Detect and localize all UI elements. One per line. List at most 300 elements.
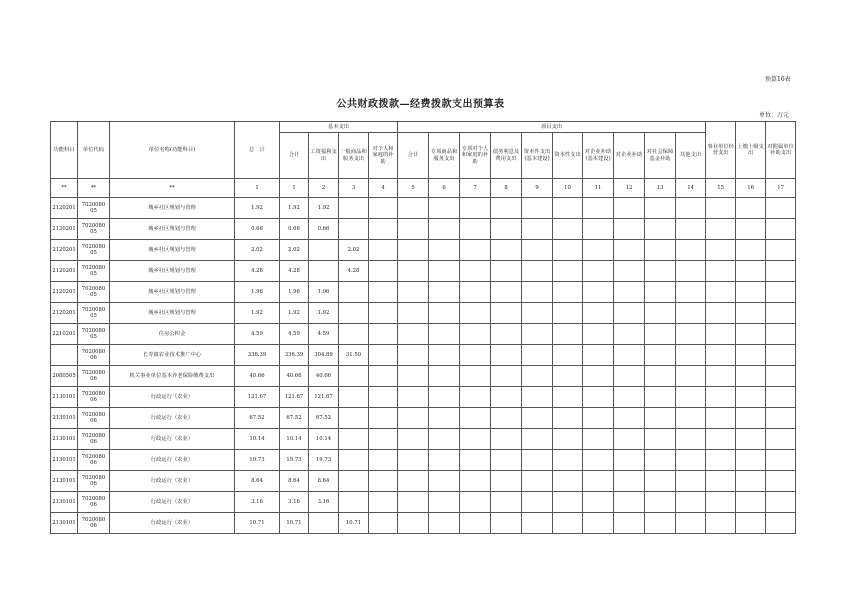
header-basic-col: 工资福利支出 [309, 133, 339, 179]
empty-cell [676, 219, 706, 240]
unit-code-cell: 7020080 06 [78, 366, 110, 387]
empty-cell [429, 471, 460, 492]
empty-cell [736, 408, 766, 429]
empty-cell [398, 471, 429, 492]
empty-cell [676, 492, 706, 513]
func-code-cell: 2130101 [51, 471, 78, 492]
empty-cell [676, 303, 706, 324]
empty-cell [583, 261, 614, 282]
empty-cell [766, 261, 796, 282]
empty-cell [398, 219, 429, 240]
total-cell: 4.59 [235, 324, 280, 345]
empty-cell [460, 366, 491, 387]
wage-cell: 8.64 [309, 471, 339, 492]
empty-cell [553, 513, 583, 534]
empty-cell [614, 408, 645, 429]
family-cell [369, 261, 398, 282]
empty-cell [429, 429, 460, 450]
unit-name-cell: 城乡社区规划与管理 [110, 261, 235, 282]
unit-name-cell: 行政运行（农业） [110, 471, 235, 492]
unit-name-cell: 城乡社区规划与管理 [110, 219, 235, 240]
empty-cell [645, 492, 676, 513]
index-cell: 9 [522, 179, 553, 198]
func-code-cell [51, 345, 78, 366]
empty-cell [553, 303, 583, 324]
table-body [51, 198, 796, 534]
empty-cell [491, 198, 522, 219]
empty-cell [614, 387, 645, 408]
empty-cell [766, 240, 796, 261]
empty-cell [491, 513, 522, 534]
empty-cell [429, 282, 460, 303]
empty-cell [553, 408, 583, 429]
empty-cell [706, 303, 736, 324]
goods-cell: 31.50 [339, 345, 369, 366]
index-cell: 7 [460, 179, 491, 198]
basic-sum-cell: 1.96 [280, 282, 309, 303]
wage-cell: 121.67 [309, 387, 339, 408]
header-total: 总 计 [235, 122, 280, 179]
empty-cell [676, 198, 706, 219]
basic-sum-cell: 1.92 [280, 303, 309, 324]
unit-code-cell: 7020080 06 [78, 450, 110, 471]
empty-cell [398, 324, 429, 345]
empty-cell [522, 240, 553, 261]
empty-cell [429, 387, 460, 408]
header-basic-col: 对个人和家庭的补助 [369, 133, 398, 179]
empty-cell [429, 408, 460, 429]
header-upper: 上缴上级支出 [736, 122, 766, 179]
family-cell [369, 240, 398, 261]
basic-sum-cell: 40.66 [280, 366, 309, 387]
empty-cell [645, 366, 676, 387]
total-cell: 10.71 [235, 513, 280, 534]
unit-name-cell: 行政运行（农业） [110, 450, 235, 471]
empty-cell [614, 324, 645, 345]
unit-code-cell: 7020080 05 [78, 240, 110, 261]
empty-cell [706, 513, 736, 534]
header-project-col: 专项对个人和家庭的补助 [460, 133, 491, 179]
empty-cell [398, 240, 429, 261]
header-project-col: 合计 [398, 133, 429, 179]
empty-cell [583, 450, 614, 471]
empty-cell [645, 261, 676, 282]
family-cell [369, 345, 398, 366]
form-number: 预算16表 [765, 76, 791, 83]
basic-sum-cell: 10.71 [280, 513, 309, 534]
empty-cell [460, 219, 491, 240]
empty-cell [522, 492, 553, 513]
empty-cell [676, 429, 706, 450]
empty-cell [676, 366, 706, 387]
empty-cell [398, 366, 429, 387]
goods-cell [339, 198, 369, 219]
empty-cell [460, 303, 491, 324]
total-cell: 1.92 [235, 198, 280, 219]
unit-name-cell: 城乡社区规划与管理 [110, 198, 235, 219]
total-cell: 67.52 [235, 408, 280, 429]
header-unit-code: 单位代码 [78, 122, 110, 179]
total-cell: 8.64 [235, 471, 280, 492]
empty-cell [522, 219, 553, 240]
wage-cell: 1.92 [309, 198, 339, 219]
header-project-col: 资本性支出 [553, 133, 583, 179]
header-biz-unit: 事业单位经营支出 [706, 122, 736, 179]
table-row [51, 345, 796, 366]
header-project-col: 对企业补助 [614, 133, 645, 179]
unit-name-cell: 城乡社区规划与管理 [110, 303, 235, 324]
empty-cell [614, 429, 645, 450]
empty-cell [706, 345, 736, 366]
table-row [51, 450, 796, 471]
empty-cell [706, 492, 736, 513]
empty-cell [736, 429, 766, 450]
empty-cell [553, 429, 583, 450]
table-row [51, 324, 796, 345]
basic-sum-cell: 336.39 [280, 345, 309, 366]
empty-cell [583, 282, 614, 303]
empty-cell [553, 387, 583, 408]
index-cell: 1 [235, 179, 280, 198]
empty-cell [491, 345, 522, 366]
empty-cell [398, 282, 429, 303]
index-cell: 11 [583, 179, 614, 198]
header-basic: 基本支出 [280, 122, 398, 133]
empty-cell [522, 261, 553, 282]
empty-cell [429, 513, 460, 534]
empty-cell [491, 408, 522, 429]
empty-cell [553, 471, 583, 492]
wage-cell: 0.66 [309, 219, 339, 240]
func-code-cell: 2080505 [51, 366, 78, 387]
empty-cell [583, 513, 614, 534]
total-cell: 121.67 [235, 387, 280, 408]
table-row [51, 240, 796, 261]
empty-cell [736, 345, 766, 366]
empty-cell [522, 429, 553, 450]
empty-cell [522, 345, 553, 366]
empty-cell [553, 492, 583, 513]
empty-cell [614, 282, 645, 303]
table-row [51, 429, 796, 450]
empty-cell [766, 345, 796, 366]
unit-code-cell: 7020080 05 [78, 219, 110, 240]
empty-cell [614, 303, 645, 324]
empty-cell [676, 387, 706, 408]
empty-cell [614, 240, 645, 261]
empty-cell [553, 366, 583, 387]
goods-cell [339, 408, 369, 429]
empty-cell [429, 492, 460, 513]
goods-cell [339, 387, 369, 408]
empty-cell [676, 471, 706, 492]
empty-cell [706, 387, 736, 408]
empty-cell [736, 261, 766, 282]
empty-cell [460, 387, 491, 408]
family-cell [369, 387, 398, 408]
empty-cell [736, 366, 766, 387]
empty-cell [736, 492, 766, 513]
empty-cell [491, 219, 522, 240]
basic-sum-cell: 0.66 [280, 219, 309, 240]
unit-code-cell: 7020080 05 [78, 282, 110, 303]
empty-cell [706, 429, 736, 450]
empty-cell [706, 324, 736, 345]
empty-cell [614, 261, 645, 282]
header-project-col: 资本性支出(基本建设) [522, 133, 553, 179]
empty-cell [645, 303, 676, 324]
empty-cell [645, 324, 676, 345]
table-row [51, 408, 796, 429]
unit-code-cell: 7020080 06 [78, 471, 110, 492]
func-code-cell: 2120201 [51, 198, 78, 219]
empty-cell [398, 492, 429, 513]
table-row [51, 219, 796, 240]
wage-cell: 4.59 [309, 324, 339, 345]
func-code-cell: 2130101 [51, 387, 78, 408]
empty-cell [460, 471, 491, 492]
empty-cell [766, 408, 796, 429]
empty-cell [553, 261, 583, 282]
index-cell: ** [78, 179, 110, 198]
empty-cell [676, 282, 706, 303]
goods-cell: 10.71 [339, 513, 369, 534]
empty-cell [491, 429, 522, 450]
empty-cell [766, 366, 796, 387]
empty-cell [736, 450, 766, 471]
goods-cell: 4.28 [339, 261, 369, 282]
empty-cell [429, 261, 460, 282]
index-cell: 5 [398, 179, 429, 198]
empty-cell [553, 345, 583, 366]
wage-cell: 304.89 [309, 345, 339, 366]
empty-cell [706, 408, 736, 429]
empty-cell [736, 387, 766, 408]
goods-cell [339, 492, 369, 513]
unit-name-cell: 行政运行（农业） [110, 429, 235, 450]
empty-cell [553, 282, 583, 303]
unit-code-cell: 7020080 06 [78, 492, 110, 513]
empty-cell [429, 450, 460, 471]
empty-cell [645, 387, 676, 408]
unit-name-cell: 行政运行（农业） [110, 492, 235, 513]
index-cell: 16 [736, 179, 766, 198]
index-cell: ** [110, 179, 235, 198]
empty-cell [429, 324, 460, 345]
empty-cell [583, 471, 614, 492]
empty-cell [460, 324, 491, 345]
unit-name-cell: 长寿镇农业技术推广中心 [110, 345, 235, 366]
empty-cell [614, 198, 645, 219]
empty-cell [583, 429, 614, 450]
family-cell [369, 219, 398, 240]
empty-cell [736, 219, 766, 240]
empty-cell [491, 366, 522, 387]
empty-cell [645, 219, 676, 240]
basic-sum-cell: 19.73 [280, 450, 309, 471]
family-cell [369, 303, 398, 324]
empty-cell [491, 387, 522, 408]
empty-cell [522, 282, 553, 303]
table-row [51, 303, 796, 324]
empty-cell [766, 387, 796, 408]
empty-cell [460, 198, 491, 219]
wage-cell: 10.14 [309, 429, 339, 450]
header-project-col: 其他支出 [676, 133, 706, 179]
empty-cell [460, 429, 491, 450]
family-cell [369, 429, 398, 450]
empty-cell [398, 261, 429, 282]
empty-cell [736, 513, 766, 534]
basic-sum-cell: 10.14 [280, 429, 309, 450]
family-cell [369, 408, 398, 429]
empty-cell [460, 513, 491, 534]
empty-cell [706, 219, 736, 240]
wage-cell: 40.66 [309, 366, 339, 387]
empty-cell [645, 513, 676, 534]
empty-cell [676, 513, 706, 534]
empty-cell [645, 408, 676, 429]
goods-cell [339, 429, 369, 450]
empty-cell [522, 471, 553, 492]
wage-cell [309, 261, 339, 282]
empty-cell [398, 513, 429, 534]
empty-cell [429, 366, 460, 387]
empty-cell [583, 492, 614, 513]
goods-cell [339, 450, 369, 471]
empty-cell [491, 324, 522, 345]
unit-code-cell: 7020080 05 [78, 324, 110, 345]
empty-cell [429, 219, 460, 240]
family-cell [369, 198, 398, 219]
empty-cell [706, 366, 736, 387]
header-project-col: 对社会保障基金补助 [645, 133, 676, 179]
header-unit-name: 单位名称(功能科目) [110, 122, 235, 179]
empty-cell [522, 366, 553, 387]
empty-cell [429, 303, 460, 324]
empty-cell [736, 303, 766, 324]
func-code-cell: 2130101 [51, 450, 78, 471]
table-row [51, 492, 796, 513]
total-cell: 2.02 [235, 240, 280, 261]
unit-code-cell: 7020080 06 [78, 387, 110, 408]
empty-cell [491, 450, 522, 471]
empty-cell [706, 471, 736, 492]
empty-cell [676, 324, 706, 345]
empty-cell [429, 198, 460, 219]
empty-cell [736, 324, 766, 345]
wage-cell: 3.16 [309, 492, 339, 513]
unit-name-cell: 城乡社区规划与管理 [110, 282, 235, 303]
empty-cell [583, 366, 614, 387]
empty-cell [553, 450, 583, 471]
empty-cell [614, 345, 645, 366]
table-row [51, 471, 796, 492]
empty-cell [736, 282, 766, 303]
empty-cell [614, 513, 645, 534]
family-cell [369, 471, 398, 492]
empty-cell [583, 240, 614, 261]
empty-cell [766, 492, 796, 513]
empty-cell [398, 303, 429, 324]
empty-cell [491, 240, 522, 261]
empty-cell [460, 492, 491, 513]
empty-cell [766, 198, 796, 219]
empty-cell [676, 261, 706, 282]
wage-cell: 19.73 [309, 450, 339, 471]
empty-cell [522, 198, 553, 219]
total-cell: 0.66 [235, 219, 280, 240]
header-basic-col: 合计 [280, 133, 309, 179]
empty-cell [491, 492, 522, 513]
index-cell: 3 [339, 179, 369, 198]
basic-sum-cell: 67.52 [280, 408, 309, 429]
table-row [51, 282, 796, 303]
empty-cell [706, 240, 736, 261]
func-code-cell: 2130101 [51, 429, 78, 450]
empty-cell [706, 198, 736, 219]
total-cell: 336.39 [235, 345, 280, 366]
header-project: 项目支出 [398, 122, 706, 133]
unit-label: 单位：万元 [759, 112, 790, 119]
page-title: 公共财政拨款—经费拨款支出预算表 [336, 99, 505, 110]
header-project-col: 对企业补助(基本建设) [583, 133, 614, 179]
empty-cell [766, 282, 796, 303]
basic-sum-cell: 4.59 [280, 324, 309, 345]
total-cell: 40.66 [235, 366, 280, 387]
index-cell: 15 [706, 179, 736, 198]
empty-cell [645, 240, 676, 261]
family-cell [369, 282, 398, 303]
empty-cell [645, 450, 676, 471]
empty-cell [645, 471, 676, 492]
table-row [51, 261, 796, 282]
family-cell [369, 324, 398, 345]
empty-cell [645, 198, 676, 219]
empty-cell [522, 408, 553, 429]
total-cell: 19.73 [235, 450, 280, 471]
empty-cell [766, 303, 796, 324]
table-row [51, 198, 796, 219]
goods-cell [339, 366, 369, 387]
empty-cell [614, 219, 645, 240]
unit-code-cell: 7020080 06 [78, 345, 110, 366]
func-code-cell: 2130101 [51, 513, 78, 534]
empty-cell [736, 198, 766, 219]
empty-cell [766, 513, 796, 534]
family-cell [369, 450, 398, 471]
empty-cell [398, 408, 429, 429]
family-cell [369, 513, 398, 534]
empty-cell [460, 450, 491, 471]
index-cell: 8 [491, 179, 522, 198]
empty-cell [583, 324, 614, 345]
empty-cell [522, 387, 553, 408]
unit-name-cell: 机关事业单位基本养老保险缴费支出 [110, 366, 235, 387]
index-cell: 14 [676, 179, 706, 198]
header-basic-col: 一般商品和服务支出 [339, 133, 369, 179]
empty-cell [398, 198, 429, 219]
empty-cell [676, 345, 706, 366]
empty-cell [429, 345, 460, 366]
empty-cell [736, 471, 766, 492]
index-cell: 2 [309, 179, 339, 198]
index-cell: 1 [280, 179, 309, 198]
empty-cell [398, 345, 429, 366]
family-cell [369, 366, 398, 387]
empty-cell [645, 429, 676, 450]
empty-cell [460, 282, 491, 303]
